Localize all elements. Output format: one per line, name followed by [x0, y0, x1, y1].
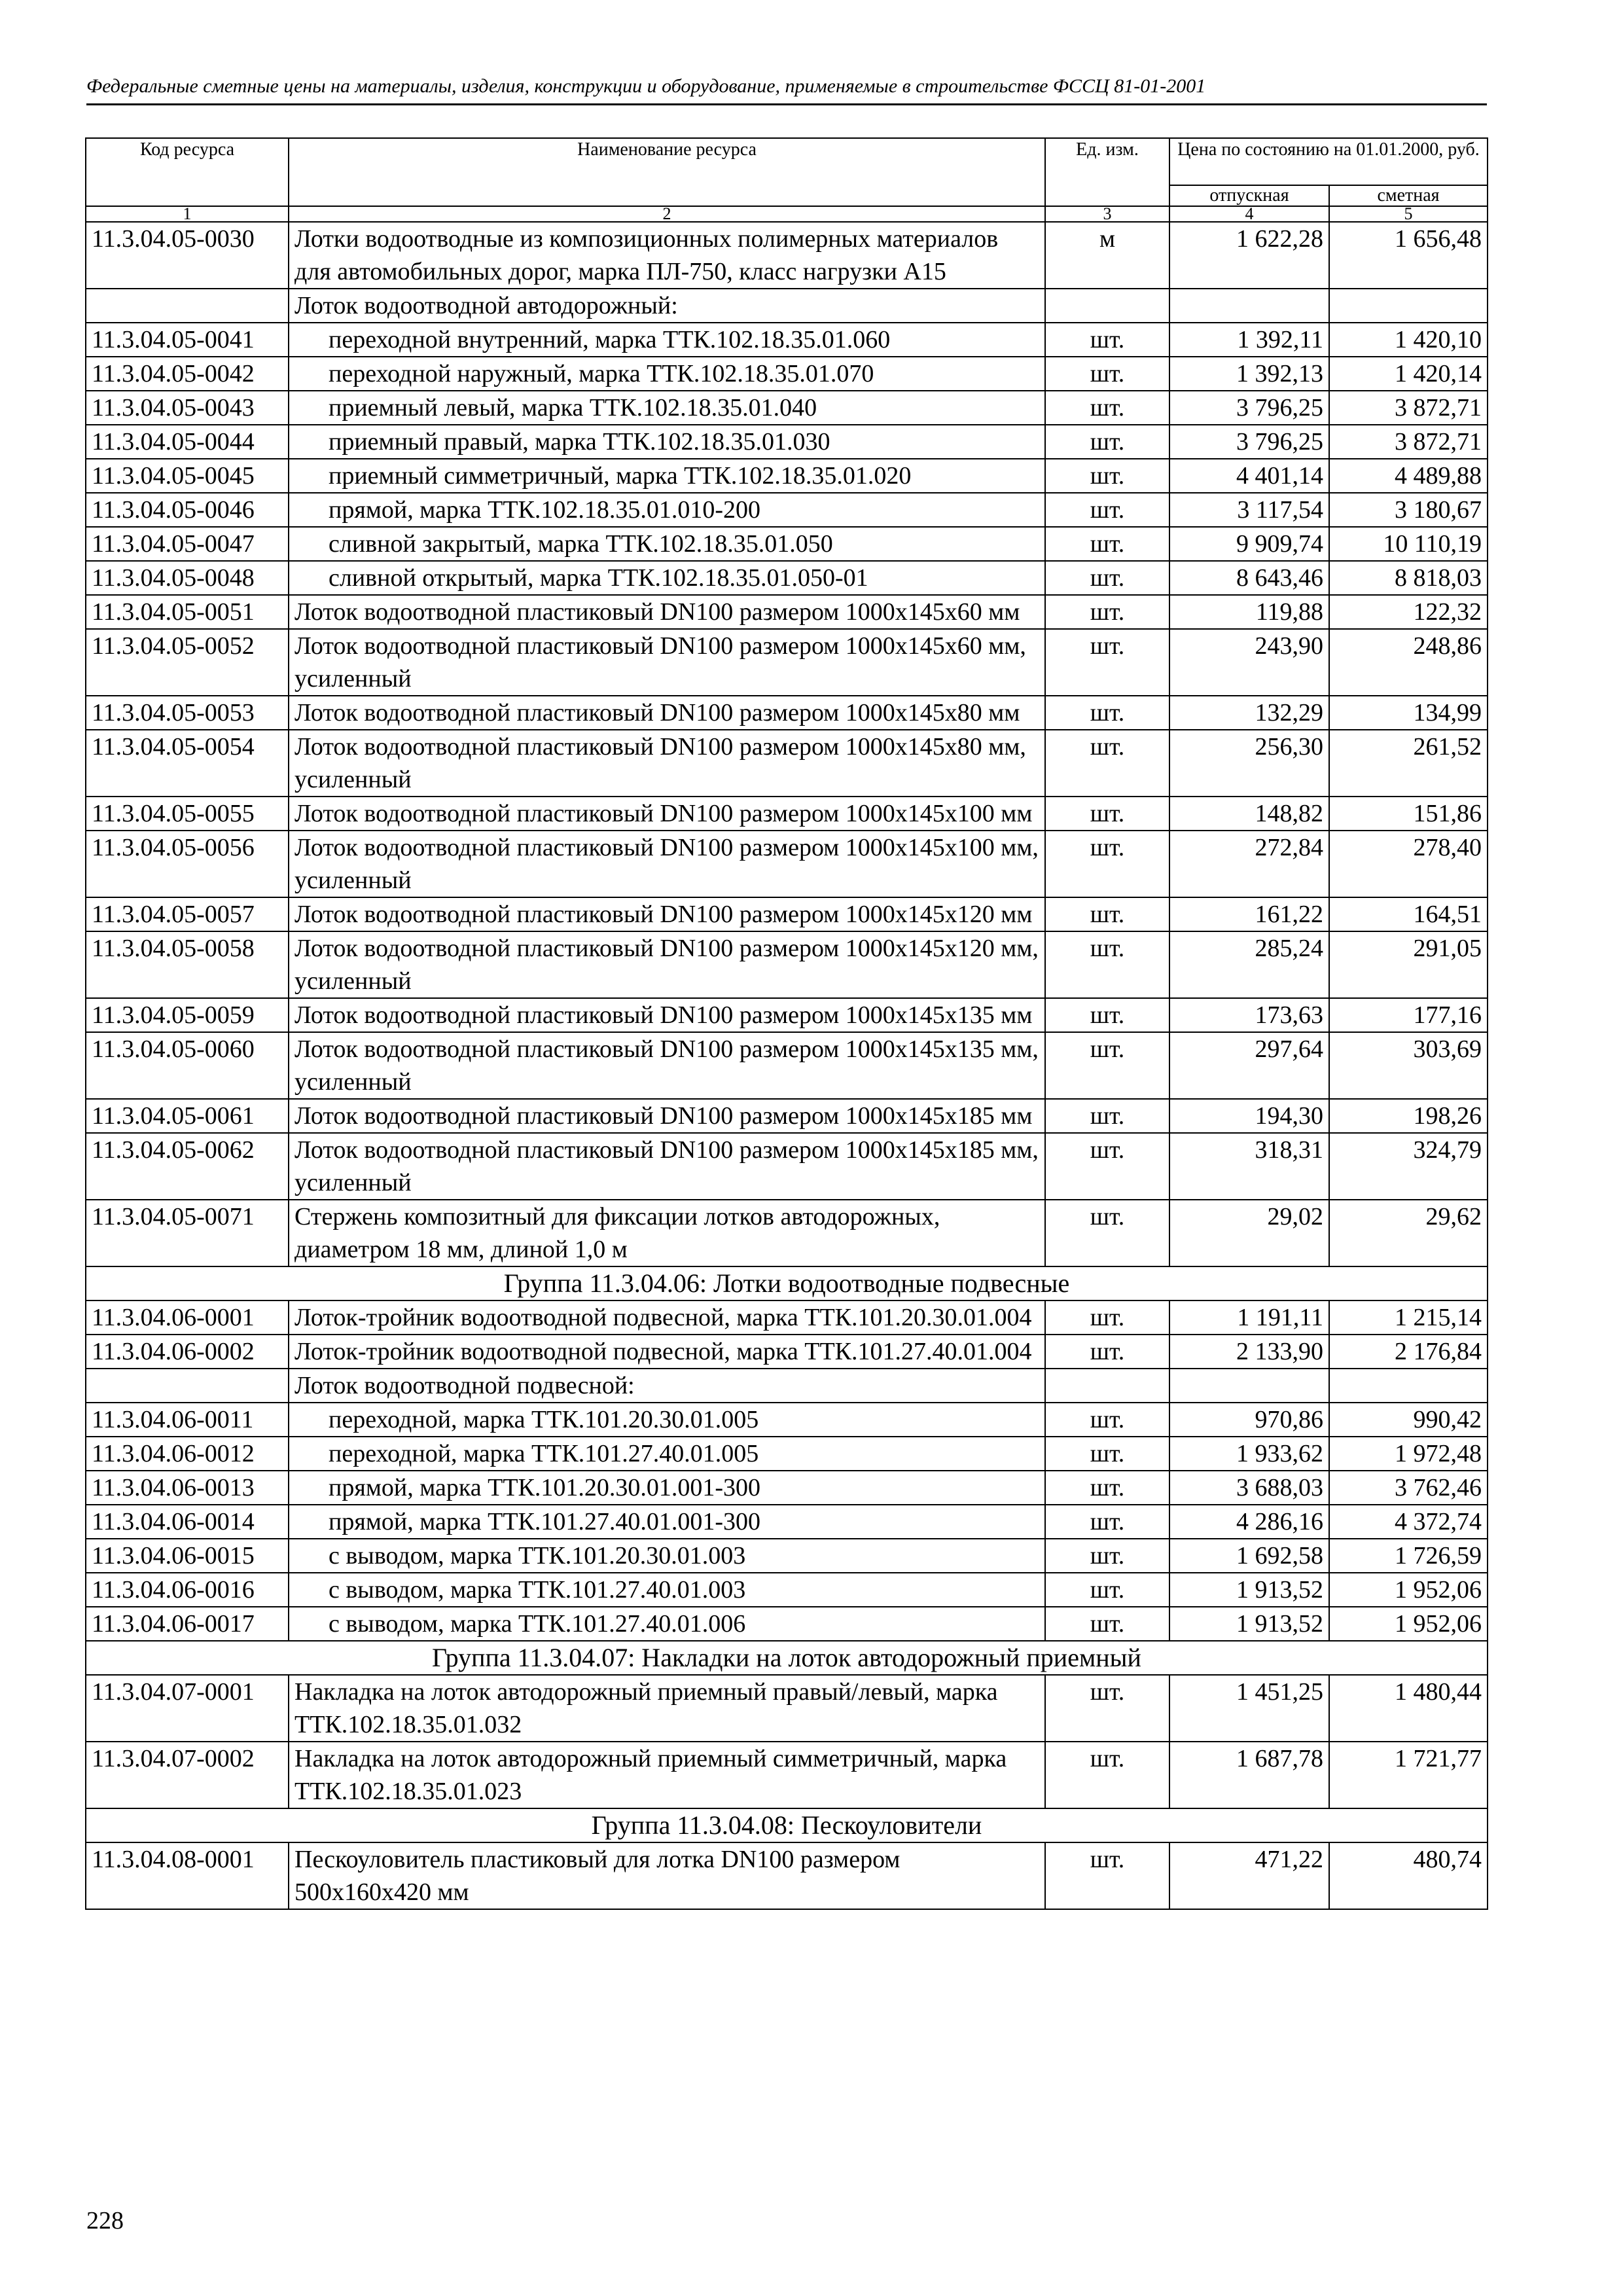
table-row: [86, 797, 1488, 831]
release-price-cell: 3 117,54: [1169, 493, 1329, 527]
caption-cell: Лоток водоотводной подвесной:: [289, 1369, 1045, 1403]
release-price-cell: 1 392,11: [1169, 323, 1329, 357]
column-number: 4: [1169, 206, 1329, 222]
caption-cell: Лоток водоотводной автодорожный:: [289, 289, 1045, 323]
release-price-cell: 132,29: [1169, 696, 1329, 730]
table-row: [86, 696, 1488, 730]
estimate-price-cell: 4 372,74: [1329, 1505, 1488, 1539]
name-cell: прямой, марка ТТК.101.20.30.01.001-300: [289, 1471, 1045, 1505]
release-price-cell: 1 933,62: [1169, 1437, 1329, 1471]
estimate-price-cell: 1 726,59: [1329, 1539, 1488, 1573]
estimate-price-cell: 1 420,14: [1329, 357, 1488, 391]
code-cell: 11.3.04.05-0044: [86, 425, 289, 459]
header-price-estimate: сметная: [1329, 185, 1488, 206]
group-heading-row: [86, 1808, 1488, 1842]
group-heading: Группа 11.3.04.07: Накладки на лоток автодорожный приемный: [86, 1641, 1488, 1675]
column-number: 1: [86, 206, 289, 222]
release-price-cell: 194,30: [1169, 1099, 1329, 1133]
table-body: [86, 222, 1488, 1909]
release-price-cell: 148,82: [1169, 797, 1329, 831]
estimate-price-cell: [1329, 289, 1488, 323]
name-cell: Пескоуловитель пластиковый для лотка DN100 размером 500х160х420 мм: [289, 1842, 1045, 1909]
code-cell: 11.3.04.05-0052: [86, 629, 289, 696]
table-row: [86, 459, 1488, 493]
name-cell: сливной закрытый, марка ТТК.102.18.35.01.050: [289, 527, 1045, 561]
unit-cell: шт.: [1045, 831, 1169, 897]
name-cell: переходной, марка ТТК.101.20.30.01.005: [289, 1403, 1045, 1437]
release-price-cell: [1169, 289, 1329, 323]
code-cell: 11.3.04.05-0055: [86, 797, 289, 831]
estimate-price-cell: 198,26: [1329, 1099, 1488, 1133]
estimate-price-cell: 1 480,44: [1329, 1675, 1488, 1742]
table-row: [86, 1842, 1488, 1909]
table-row: [86, 222, 1488, 289]
estimate-price-cell: 278,40: [1329, 831, 1488, 897]
caption-row: [86, 1369, 1488, 1403]
estimate-price-cell: 1 420,10: [1329, 323, 1488, 357]
estimate-price-cell: 3 872,71: [1329, 391, 1488, 425]
group-heading-row: [86, 1266, 1488, 1300]
estimate-price-cell: 122,32: [1329, 595, 1488, 629]
name-cell: Лоток-тройник водоотводной подвесной, марка ТТК.101.20.30.01.004: [289, 1300, 1045, 1335]
release-price-cell: 1 191,11: [1169, 1300, 1329, 1335]
name-cell: Накладка на лоток автодорожный приемный симметричный, марка ТТК.102.18.35.01.023: [289, 1742, 1045, 1808]
table-row: [86, 931, 1488, 998]
release-price-cell: 8 643,46: [1169, 561, 1329, 595]
estimate-price-cell: 1 972,48: [1329, 1437, 1488, 1471]
estimate-price-cell: 151,86: [1329, 797, 1488, 831]
unit-cell: шт.: [1045, 696, 1169, 730]
estimate-price-cell: 1 215,14: [1329, 1300, 1488, 1335]
name-cell: с выводом, марка ТТК.101.27.40.01.003: [289, 1573, 1045, 1607]
code-cell: 11.3.04.05-0048: [86, 561, 289, 595]
name-cell: Лоток водоотводной пластиковый DN100 размером 1000х145х135 мм: [289, 998, 1045, 1032]
code-cell: 11.3.04.05-0053: [86, 696, 289, 730]
estimate-price-cell: 3 762,46: [1329, 1471, 1488, 1505]
unit-cell: шт.: [1045, 1335, 1169, 1369]
release-price-cell: 1 622,28: [1169, 222, 1329, 289]
name-cell: прямой, марка ТТК.101.27.40.01.001-300: [289, 1505, 1045, 1539]
release-price-cell: 4 401,14: [1169, 459, 1329, 493]
code-cell: 11.3.04.05-0051: [86, 595, 289, 629]
unit-cell: шт.: [1045, 897, 1169, 931]
code-cell: 11.3.04.05-0042: [86, 357, 289, 391]
table-row: [86, 629, 1488, 696]
unit-cell: шт.: [1045, 931, 1169, 998]
unit-cell: шт.: [1045, 1675, 1169, 1742]
name-cell: сливной открытый, марка ТТК.102.18.35.01.050-01: [289, 561, 1045, 595]
release-price-cell: 4 286,16: [1169, 1505, 1329, 1539]
unit-cell: шт.: [1045, 1573, 1169, 1607]
release-price-cell: 2 133,90: [1169, 1335, 1329, 1369]
unit-cell: шт.: [1045, 323, 1169, 357]
code-cell: 11.3.04.05-0045: [86, 459, 289, 493]
code-cell: 11.3.04.05-0061: [86, 1099, 289, 1133]
code-cell: 11.3.04.05-0054: [86, 730, 289, 797]
unit-cell: шт.: [1045, 1403, 1169, 1437]
code-cell: 11.3.04.06-0012: [86, 1437, 289, 1471]
estimate-price-cell: 1 952,06: [1329, 1573, 1488, 1607]
code-cell: 11.3.04.06-0013: [86, 1471, 289, 1505]
table-row: [86, 1300, 1488, 1335]
table-row: [86, 1437, 1488, 1471]
name-cell: Лоток водоотводной пластиковый DN100 размером 1000х145х185 мм, усиленный: [289, 1133, 1045, 1200]
table-row: [86, 527, 1488, 561]
table-row: [86, 391, 1488, 425]
header-price-release: отпускная: [1169, 185, 1329, 206]
unit-cell: шт.: [1045, 1505, 1169, 1539]
table-row: [86, 831, 1488, 897]
page-number: 228: [86, 2207, 124, 2234]
unit-cell: м: [1045, 222, 1169, 289]
estimate-price-cell: 261,52: [1329, 730, 1488, 797]
release-price-cell: 285,24: [1169, 931, 1329, 998]
code-cell: 11.3.04.06-0014: [86, 1505, 289, 1539]
table-row: [86, 897, 1488, 931]
name-cell: Стержень композитный для фиксации лотков автодорожных, диаметром 18 мм, длиной 1,0 м: [289, 1200, 1045, 1266]
table-row: [86, 998, 1488, 1032]
code-cell: 11.3.04.06-0001: [86, 1300, 289, 1335]
name-cell: Лоток водоотводной пластиковый DN100 размером 1000х145х135 мм, усиленный: [289, 1032, 1045, 1099]
unit-cell: шт.: [1045, 1539, 1169, 1573]
unit-cell: шт.: [1045, 1133, 1169, 1200]
unit-cell: шт.: [1045, 493, 1169, 527]
code-cell: [86, 289, 289, 323]
code-cell: 11.3.04.06-0016: [86, 1573, 289, 1607]
column-number: 2: [289, 206, 1045, 222]
code-cell: 11.3.04.06-0002: [86, 1335, 289, 1369]
table-row: [86, 1505, 1488, 1539]
release-price-cell: 243,90: [1169, 629, 1329, 696]
release-price-cell: 471,22: [1169, 1842, 1329, 1909]
code-cell: 11.3.04.05-0071: [86, 1200, 289, 1266]
estimate-price-cell: 134,99: [1329, 696, 1488, 730]
unit-cell: шт.: [1045, 595, 1169, 629]
code-cell: 11.3.04.06-0015: [86, 1539, 289, 1573]
code-cell: 11.3.04.05-0046: [86, 493, 289, 527]
code-cell: 11.3.04.05-0060: [86, 1032, 289, 1099]
group-heading-row: [86, 1641, 1488, 1675]
code-cell: [86, 1369, 289, 1403]
unit-cell: шт.: [1045, 459, 1169, 493]
estimate-price-cell: 177,16: [1329, 998, 1488, 1032]
release-price-cell: 9 909,74: [1169, 527, 1329, 561]
name-cell: переходной, марка ТТК.101.27.40.01.005: [289, 1437, 1045, 1471]
release-price-cell: 119,88: [1169, 595, 1329, 629]
name-cell: Лоток водоотводной пластиковый DN100 размером 1000х145х100 мм, усиленный: [289, 831, 1045, 897]
estimate-price-cell: 3 872,71: [1329, 425, 1488, 459]
table-row: [86, 730, 1488, 797]
code-cell: 11.3.04.07-0001: [86, 1675, 289, 1742]
estimate-price-cell: 8 818,03: [1329, 561, 1488, 595]
table-row: [86, 1607, 1488, 1641]
estimate-price-cell: 1 656,48: [1329, 222, 1488, 289]
column-number: 5: [1329, 206, 1488, 222]
estimate-price-cell: 248,86: [1329, 629, 1488, 696]
name-cell: Лоток водоотводной пластиковый DN100 размером 1000х145х100 мм: [289, 797, 1045, 831]
name-cell: с выводом, марка ТТК.101.27.40.01.006: [289, 1607, 1045, 1641]
header-price-group: Цена по состоянию на 01.01.2000, руб.: [1169, 138, 1488, 185]
name-cell: приемный правый, марка ТТК.102.18.35.01.030: [289, 425, 1045, 459]
release-price-cell: 3 688,03: [1169, 1471, 1329, 1505]
unit-cell: шт.: [1045, 1200, 1169, 1266]
estimate-price-cell: 29,62: [1329, 1200, 1488, 1266]
running-header: Федеральные сметные цены на материалы, изделия, конструкции и оборудование, применяемые в строительстве ФССЦ 81-01-2001: [86, 75, 1206, 97]
name-cell: Лоток-тройник водоотводной подвесной, марка ТТК.101.27.40.01.004: [289, 1335, 1045, 1369]
name-cell: переходной наружный, марка ТТК.102.18.35.01.070: [289, 357, 1045, 391]
table-row: [86, 357, 1488, 391]
name-cell: переходной внутренний, марка ТТК.102.18.35.01.060: [289, 323, 1045, 357]
release-price-cell: 297,64: [1169, 1032, 1329, 1099]
table-row: [86, 323, 1488, 357]
table-row: [86, 1200, 1488, 1266]
table-row: [86, 561, 1488, 595]
estimate-price-cell: 3 180,67: [1329, 493, 1488, 527]
table-row: [86, 1539, 1488, 1573]
estimate-price-cell: 4 489,88: [1329, 459, 1488, 493]
unit-cell: шт.: [1045, 1437, 1169, 1471]
release-price-cell: 1 913,52: [1169, 1573, 1329, 1607]
name-cell: Лоток водоотводной пластиковый DN100 размером 1000х145х120 мм: [289, 897, 1045, 931]
name-cell: прямой, марка ТТК.102.18.35.01.010-200: [289, 493, 1045, 527]
release-price-cell: 3 796,25: [1169, 391, 1329, 425]
header-code: Код ресурса: [86, 138, 289, 206]
release-price-cell: 3 796,25: [1169, 425, 1329, 459]
name-cell: с выводом, марка ТТК.101.20.30.01.003: [289, 1539, 1045, 1573]
estimate-price-cell: 480,74: [1329, 1842, 1488, 1909]
name-cell: Лоток водоотводной пластиковый DN100 размером 1000х145х120 мм, усиленный: [289, 931, 1045, 998]
name-cell: приемный симметричный, марка ТТК.102.18.35.01.020: [289, 459, 1045, 493]
group-heading: Группа 11.3.04.06: Лотки водоотводные подвесные: [86, 1266, 1488, 1300]
unit-cell: шт.: [1045, 1032, 1169, 1099]
name-cell: Лоток водоотводной пластиковый DN100 размером 1000х145х185 мм: [289, 1099, 1045, 1133]
table-row: [86, 1032, 1488, 1099]
estimate-price-cell: 164,51: [1329, 897, 1488, 931]
unit-cell: шт.: [1045, 1300, 1169, 1335]
unit-cell: шт.: [1045, 425, 1169, 459]
table-row: [86, 1742, 1488, 1808]
estimate-price-cell: 303,69: [1329, 1032, 1488, 1099]
unit-cell: шт.: [1045, 1607, 1169, 1641]
name-cell: Лотки водоотводные из композиционных полимерных материалов для автомобильных дорог, марка ПЛ-750, класс нагрузки А15: [289, 222, 1045, 289]
table-row: [86, 1099, 1488, 1133]
code-cell: 11.3.04.05-0057: [86, 897, 289, 931]
unit-cell: шт.: [1045, 527, 1169, 561]
name-cell: Накладка на лоток автодорожный приемный правый/левый, марка ТТК.102.18.35.01.032: [289, 1675, 1045, 1742]
table-row: [86, 1675, 1488, 1742]
release-price-cell: 161,22: [1169, 897, 1329, 931]
header-unit: Ед. изм.: [1045, 138, 1169, 206]
name-cell: приемный левый, марка ТТК.102.18.35.01.040: [289, 391, 1045, 425]
name-cell: Лоток водоотводной пластиковый DN100 размером 1000х145х80 мм, усиленный: [289, 730, 1045, 797]
estimate-price-cell: 1 721,77: [1329, 1742, 1488, 1808]
name-cell: Лоток водоотводной пластиковый DN100 размером 1000х145х60 мм: [289, 595, 1045, 629]
estimate-price-cell: 1 952,06: [1329, 1607, 1488, 1641]
unit-cell: шт.: [1045, 391, 1169, 425]
release-price-cell: 173,63: [1169, 998, 1329, 1032]
release-price-cell: 256,30: [1169, 730, 1329, 797]
group-heading: Группа 11.3.04.08: Пескоуловители: [86, 1808, 1488, 1842]
release-price-cell: [1169, 1369, 1329, 1403]
unit-cell: шт.: [1045, 797, 1169, 831]
column-number: 3: [1045, 206, 1169, 222]
unit-cell: шт.: [1045, 998, 1169, 1032]
name-cell: Лоток водоотводной пластиковый DN100 размером 1000х145х60 мм, усиленный: [289, 629, 1045, 696]
unit-cell: шт.: [1045, 1099, 1169, 1133]
table-row: [86, 1335, 1488, 1369]
release-price-cell: 29,02: [1169, 1200, 1329, 1266]
unit-cell: [1045, 289, 1169, 323]
release-price-cell: 1 692,58: [1169, 1539, 1329, 1573]
estimate-price-cell: 2 176,84: [1329, 1335, 1488, 1369]
unit-cell: [1045, 1369, 1169, 1403]
table-row: [86, 493, 1488, 527]
estimate-price-cell: 10 110,19: [1329, 527, 1488, 561]
unit-cell: шт.: [1045, 561, 1169, 595]
unit-cell: шт.: [1045, 730, 1169, 797]
release-price-cell: 1 451,25: [1169, 1675, 1329, 1742]
code-cell: 11.3.04.05-0059: [86, 998, 289, 1032]
price-table: [85, 137, 1488, 1910]
unit-cell: шт.: [1045, 1471, 1169, 1505]
code-cell: 11.3.04.05-0056: [86, 831, 289, 897]
code-cell: 11.3.04.07-0002: [86, 1742, 289, 1808]
unit-cell: шт.: [1045, 1842, 1169, 1909]
table-row: [86, 1133, 1488, 1200]
code-cell: 11.3.04.05-0041: [86, 323, 289, 357]
code-cell: 11.3.04.05-0043: [86, 391, 289, 425]
estimate-price-cell: [1329, 1369, 1488, 1403]
table-row: [86, 1573, 1488, 1607]
release-price-cell: 1 392,13: [1169, 357, 1329, 391]
code-cell: 11.3.04.08-0001: [86, 1842, 289, 1909]
release-price-cell: 318,31: [1169, 1133, 1329, 1200]
column-number-row: [86, 206, 1488, 222]
release-price-cell: 1 913,52: [1169, 1607, 1329, 1641]
release-price-cell: 970,86: [1169, 1403, 1329, 1437]
table-row: [86, 595, 1488, 629]
name-cell: Лоток водоотводной пластиковый DN100 размером 1000х145х80 мм: [289, 696, 1045, 730]
estimate-price-cell: 324,79: [1329, 1133, 1488, 1200]
unit-cell: шт.: [1045, 357, 1169, 391]
release-price-cell: 272,84: [1169, 831, 1329, 897]
code-cell: 11.3.04.05-0030: [86, 222, 289, 289]
code-cell: 11.3.04.06-0011: [86, 1403, 289, 1437]
code-cell: 11.3.04.05-0058: [86, 931, 289, 998]
header-name: Наименование ресурса: [289, 138, 1045, 206]
header-rule: [86, 103, 1487, 105]
estimate-price-cell: 990,42: [1329, 1403, 1488, 1437]
code-cell: 11.3.04.05-0062: [86, 1133, 289, 1200]
estimate-price-cell: 291,05: [1329, 931, 1488, 998]
table-row: [86, 1471, 1488, 1505]
code-cell: 11.3.04.06-0017: [86, 1607, 289, 1641]
code-cell: 11.3.04.05-0047: [86, 527, 289, 561]
release-price-cell: 1 687,78: [1169, 1742, 1329, 1808]
unit-cell: шт.: [1045, 629, 1169, 696]
caption-row: [86, 289, 1488, 323]
unit-cell: шт.: [1045, 1742, 1169, 1808]
table-row: [86, 1403, 1488, 1437]
table-row: [86, 425, 1488, 459]
